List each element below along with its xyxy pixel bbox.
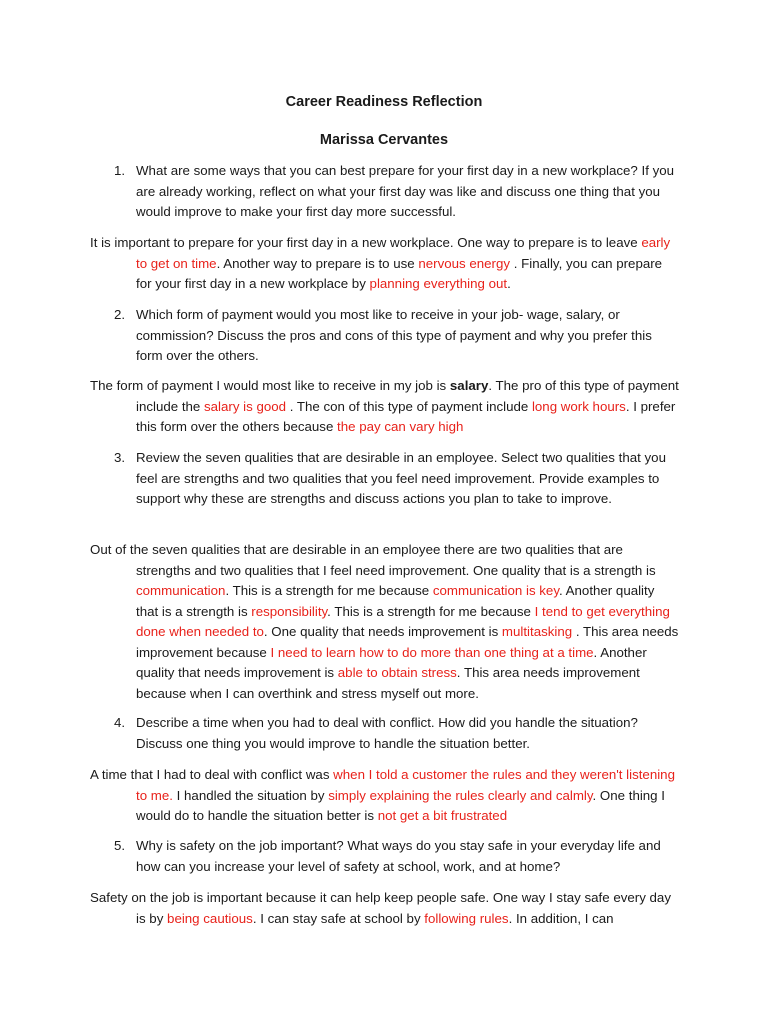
highlighted-answer: not get a bit frustrated bbox=[377, 808, 508, 823]
question-5 bbox=[114, 836, 679, 877]
highlighted-answer: nervous energy bbox=[418, 255, 511, 271]
question-number: 1. bbox=[114, 163, 126, 178]
highlighted-answer: long work hours bbox=[531, 398, 626, 414]
question-text: Review the seven qualities that are desirable in an employee. Select two qualities that you feel are strengths and two qualities that you feel need improvement. Provide examples to support why these are strengths and discuss actions you plan to take to improve. bbox=[136, 450, 666, 506]
answer-text: Safety on the job is important because it can help keep people safe. One way I stay safe every day is by being cautious. I can stay safe at school by following rules. In addition, I can bbox=[90, 890, 671, 926]
question-number: 4. bbox=[114, 715, 126, 730]
question-text: Describe a time when you had to deal with conflict. How did you handle the situation? Discuss one thing you would improve to handle the situation better. bbox=[136, 715, 638, 751]
highlighted-answer: the pay can vary high bbox=[337, 419, 464, 434]
answer-4 bbox=[90, 765, 680, 827]
question-3 bbox=[114, 448, 679, 510]
highlighted-answer: I need to learn how to do more than one thing at a time bbox=[270, 644, 594, 660]
document-title: Career Readiness Reflection bbox=[285, 94, 483, 110]
answer-2 bbox=[90, 376, 680, 438]
highlighted-answer: communication bbox=[136, 583, 226, 598]
question-text: What are some ways that you can best prepare for your first day in a new workplace? If you are already working, reflect on what your first day was like and discuss one thing that you would improve to make your first day more successful. bbox=[136, 163, 675, 219]
question-2 bbox=[114, 305, 679, 367]
question-number: 5. bbox=[114, 838, 126, 853]
answer-1 bbox=[90, 233, 680, 295]
question-number: 2. bbox=[114, 307, 126, 322]
highlighted-answer: early to get on time bbox=[136, 235, 671, 271]
question-text: Why is safety on the job important? What ways do you stay safe in your everyday life and how can you increase your level of safety at school, work, and at home? bbox=[136, 838, 661, 874]
highlighted-answer: communication is key bbox=[432, 583, 559, 598]
answer-text: A time that I had to deal with conflict was when I told a customer the rules and they weren't listening to me. I handled the situation by simply explaining the rules clearly and calmly. One thing I would do to handle the situation better is not get a bit frustrated bbox=[90, 767, 675, 823]
document-author: Marissa Cervantes bbox=[319, 132, 449, 148]
question-number: 3. bbox=[114, 450, 126, 465]
highlighted-answer: multitasking bbox=[501, 624, 573, 639]
highlighted-answer: salary is good bbox=[204, 398, 287, 414]
highlighted-answer: simply explaining the rules clearly and calmly bbox=[328, 787, 593, 803]
highlighted-answer: when I told a customer the rules and they weren't listening to me. bbox=[136, 767, 675, 803]
highlighted-answer: responsibility bbox=[251, 603, 328, 619]
highlighted-answer: planning everything out bbox=[369, 276, 508, 291]
highlighted-answer: I tend to get everything done when needed to bbox=[136, 603, 670, 639]
bold-answer: salary bbox=[449, 378, 489, 393]
answer-text: It is important to prepare for your first day in a new workplace. One way to prepare is to leave early to get on time. Another way to prepare is to use nervous energy . Finally, you can prepare for your first day in a new workplace by planning everything out. bbox=[90, 235, 671, 291]
question-text: Which form of payment would you most like to receive in your job- wage, salary, or commission? Discuss the pros and cons of this type of payment and why you prefer this form over the others. bbox=[136, 307, 652, 363]
question-4 bbox=[114, 713, 679, 754]
answer-3 bbox=[90, 540, 680, 704]
highlighted-answer: following rules bbox=[424, 910, 509, 926]
answer-text: The form of payment I would most like to receive in my job is salary. The pro of this type of payment include the salary is good . The con of this type of payment include long work hours. I prefer this form over the others because the pay can vary high bbox=[90, 378, 679, 434]
highlighted-answer: able to obtain stress bbox=[337, 665, 457, 680]
answer-5 bbox=[90, 888, 680, 929]
answer-text: Out of the seven qualities that are desirable in an employee there are two qualities that are strengths and two qualities that I feel need improvement. One quality that is a strength is communication. This is a strength for me because communication is key. Another quality that is a strength is responsibility. This is a strength for me because I tend to get everything done when needed to. One quality that needs improvement is multitasking . This area needs improvement because I need to learn how to do more than one thing at a time. Another quality that needs improvement is able to obtain stress. This area needs improvement because when I can overthink and stress myself out more. bbox=[90, 542, 679, 701]
question-1 bbox=[114, 161, 679, 223]
highlighted-answer: being cautious bbox=[167, 910, 253, 926]
